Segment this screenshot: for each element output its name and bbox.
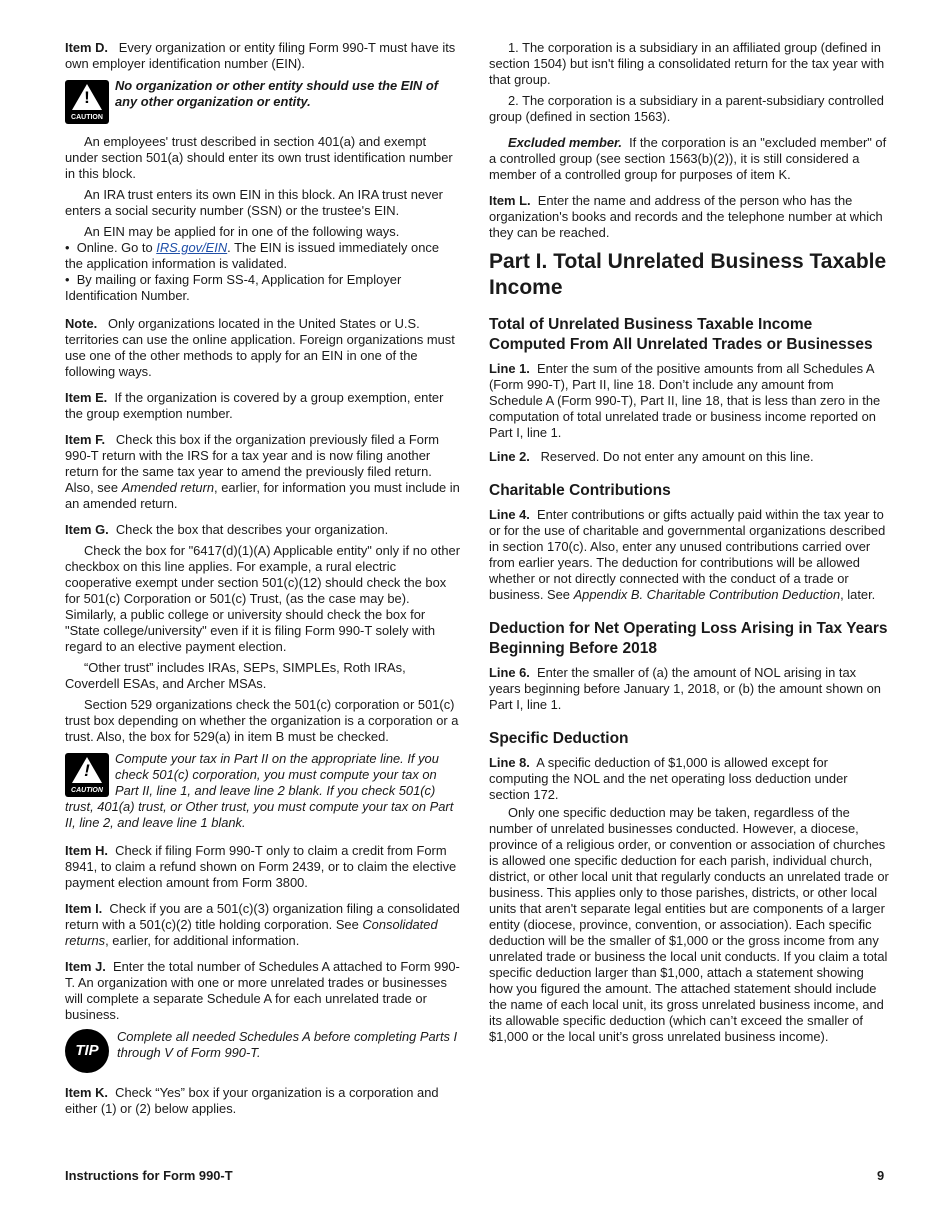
item-j-text: Enter the total number of Schedules A attached to Form 990-T. An organization with one or more unrelated trades or businesses will complete a separate Schedule A for each unrelated trade or business.: [65, 959, 460, 1022]
item-h-text: Check if filing Form 990-T only to claim a credit from Form 8941, to claim a refund shown on Form 2439, or to claim the elective payment election amount from Form 3800.: [65, 843, 457, 890]
bullet-online-post: . The EIN is issued immediately once the application information is validated.: [65, 240, 440, 271]
excluded-member: [489, 135, 889, 183]
item-g-lead: Item G.: [65, 522, 109, 537]
nol-heading: Deduction for Net Operating Loss Arising in Tax Years Beginning Before 2018: [489, 620, 888, 657]
section-529-paragraph: Section 529 organizations check the 501(c) corporation or 501(c) trust box depending on whether the organization is a corporation or a trust. Also, the box for 529(a) in item B must be checked.: [65, 697, 459, 744]
trust-paragraph: An employees' trust described in section 401(a) and exempt under section 501(a) should enter its own trust identification number in this block.: [65, 134, 453, 181]
item-h-lead: Item H.: [65, 843, 108, 858]
line-1-text: Enter the sum of the positive amounts from all Schedules A (Form 990-T), Part II, line 18. Don’t include any amount from Schedule A (Form 990-T), Part II, line 18, that is less than zero in the computation of total unrelated trade or business income reported on Part I, line 1.: [489, 361, 881, 440]
left-column: [65, 40, 460, 1122]
item-i-italic: Consolidated returns: [65, 917, 438, 948]
item-e: [65, 390, 460, 422]
paragraph-6417: Check the box for "6417(d)(1)(A) Applicable entity" only if no other checkbox on this line applies. For example, a rural electric cooperative exempt under section 501(c)(12) should check the box for 501(c) Corporation or 501(c) Trust, (as the case may be). Similarly, a public college or university should check the box for "State college/university" even if it is filing Form 990-T solely with regard to an elective payment election.: [65, 543, 461, 654]
item-i-text-2: , earlier, for additional information.: [105, 933, 300, 948]
item-g: [65, 522, 460, 538]
item-h: [65, 843, 460, 891]
bullet-mail: • By mailing or faxing Form SS-4, Application for Employer Identification Number.: [65, 272, 402, 303]
item-j: [65, 959, 460, 1023]
caution-label: CAUTION: [71, 114, 103, 121]
bullet-online-text: Online. Go to: [76, 240, 157, 255]
line-8-lead: Line 8.: [489, 755, 530, 770]
item-d-text: Every organization or entity filing Form 990-T must have its own employer identification number (EIN).: [65, 40, 456, 71]
item-d: [65, 40, 460, 72]
tip-icon: TIP: [65, 1029, 109, 1073]
line-2-text: Reserved. Do not enter any amount on this line.: [540, 449, 814, 464]
line-2: [489, 449, 889, 465]
bullet-online: • Online. Go to IRS.gov/EIN. The EIN is issued immediately once the application information is validated.: [65, 240, 440, 271]
item-i-text: Check if you are a 501(c)(3) organization filing a consolidated return with a 501(c)(2) title holding corporation. See: [65, 901, 460, 932]
apply-paragraph: An EIN may be applied for in one of the following ways.: [84, 224, 400, 239]
item-k-condition-1: 1. The corporation is a subsidiary in an affiliated group (defined in section 1504) but isn't filing a consolidated return for the tax year with that group.: [489, 40, 885, 87]
item-l-text: Enter the name and address of the person who has the organization's books and records and the telephone number at which they can be reached.: [489, 193, 883, 240]
excluded-text: If the corporation is an "excluded member" of a controlled group (see section 1563(b)(2)), it is still considered a member of a controlled group for purposes of item K.: [489, 135, 887, 182]
item-l-lead: Item L.: [489, 193, 531, 208]
line-1: [489, 361, 889, 441]
item-f: [65, 432, 460, 512]
line-8-text: A specific deduction of $1,000 is allowed except for computing the NOL and the net operating loss deduction under section 172.: [489, 755, 848, 802]
note-paragraph: [65, 316, 460, 380]
item-e-lead: Item E.: [65, 390, 108, 405]
line-8: [489, 755, 889, 803]
item-f-text-2: , earlier, for information you must include in an amended return.: [65, 480, 460, 511]
caution-text-tax: Compute your tax in Part II on the appropriate line. If you check 501(c) corporation, you must compute your tax on Part II, line 1, and leave line 2 blank. If you check 501(c) trust, 401(a) trust, or Other trust, you must compute your tax on Part II, line 2, and leave line 1 blank.: [65, 751, 454, 830]
charitable-heading: Charitable Contributions: [489, 482, 671, 499]
line-6: [489, 665, 889, 713]
line-4: [489, 507, 889, 603]
note-lead: Note.: [65, 316, 98, 331]
other-trust-paragraph: “Other trust” includes IRAs, SEPs, SIMPLEs, Roth IRAs, Coverdell ESAs, and Archer MSAs.: [65, 660, 406, 691]
total-ubti-heading: Total of Unrelated Business Taxable Income Computed From All Unrelated Trades or Businesses: [489, 316, 873, 353]
caution-icon: ! CAUTION: [65, 80, 109, 124]
line-4-post: , later.: [840, 587, 876, 602]
item-i-lead: Item I.: [65, 901, 103, 916]
only-one-paragraph: Only one specific deduction may be taken, regardless of the number of unrelated businesses conducted. However, a diocese, province of a religious order, or convention or association of churches is allowed one specific deduction for each parish, individual church, district, or other local unit that regularly conducts an unrelated trade or business. This applies only to those parishes, districts, or other local units that aren't separate legal entities but are components of a larger entity (diocese, province, convention, or association). Each specific deduction will be the smaller of $1,000 or the gross income from any unrelated trade or business the local unit conducts. If you claim a total specific deduction larger than $1,000, attach a statement showing how you figured the amount. The attached statement should include the name of each local unit, its gross unrelated business income, and its allowable specific deduction (which can’t exceed the smaller of $1,000 or the local unit’s gross unrelated business income).: [489, 805, 889, 1044]
item-k-text: Check “Yes” box if your organization is a corporation and either (1) or (2) below applies.: [65, 1085, 439, 1116]
line-6-text: Enter the smaller of (a) the amount of NOL arising in tax years beginning before January 1, 2018, or (b) the amount shown on Part I, line 1.: [489, 665, 881, 712]
line-4-lead: Line 4.: [489, 507, 530, 522]
caution-text-ein: No organization or other entity should use the EIN of any other organization or entity.: [115, 78, 438, 109]
caution-box-tax: [65, 751, 460, 831]
item-g-text: Check the box that describes your organization.: [115, 522, 389, 537]
page-number: 9: [877, 1168, 885, 1183]
item-f-italic: Amended return: [121, 480, 215, 495]
item-d-lead: Item D.: [65, 40, 108, 55]
line-6-lead: Line 6.: [489, 665, 530, 680]
ira-paragraph: An IRA trust enters its own EIN in this block. An IRA trust never enters a social security number (SSN) or the trustee's EIN.: [65, 187, 443, 218]
line-4-italic: Appendix B. Charitable Contribution Deduction: [573, 587, 841, 602]
note-text: Only organizations located in the United States or U.S. territories can use the online application. Foreign organizations must use one of the other methods to apply for an EIN in one of the following ways.: [65, 316, 455, 379]
caution-box-ein: [65, 78, 460, 124]
item-j-lead: Item J.: [65, 959, 106, 974]
irs-ein-link[interactable]: IRS.gov/EIN: [156, 240, 228, 255]
bullet-mail-text: By mailing or faxing Form SS-4, Application for Employer Identification Number.: [65, 272, 402, 303]
footer-title: Instructions for Form 990-T: [65, 1168, 233, 1183]
item-k: [65, 1085, 460, 1117]
tip-text: Complete all needed Schedules A before completing Parts I through V of Form 990-T.: [117, 1029, 458, 1060]
item-k-lead: Item K.: [65, 1085, 108, 1100]
item-l: [489, 193, 889, 241]
caution-label: CAUTION: [71, 787, 103, 794]
line-1-lead: Line 1.: [489, 361, 530, 376]
part-1-title: Part I. Total Unrelated Business Taxable Income: [489, 250, 887, 299]
item-f-text: Check this box if the organization previously filed a Form 990-T return with the IRS for a tax year and is now filing another return for the same tax year to amend the previously filed return. Also, see: [65, 432, 440, 495]
line-2-lead: Line 2.: [489, 449, 530, 464]
item-i: [65, 901, 460, 949]
line-4-text: Enter contributions or gifts actually paid within the tax year to or for the use of charitable and governmental organizations described in section 170(c). Also, enter any unused contributions carried over from earlier years. The deduction for contributions will be allowed whether or not directly connected with the conduct of a trade or business. See: [489, 507, 886, 602]
right-column: [489, 40, 889, 1050]
item-k-condition-2: 2. The corporation is a subsidiary in a parent-subsidiary controlled group (defined in section 1563).: [489, 93, 884, 124]
item-e-text: If the organization is covered by a group exemption, enter the group exemption number.: [65, 390, 444, 421]
excluded-lead: Excluded member.: [508, 135, 622, 150]
caution-icon: ! CAUTION: [65, 753, 109, 797]
item-f-lead: Item F.: [65, 432, 106, 447]
specific-deduction-heading: Specific Deduction: [489, 730, 629, 747]
tip-box: [65, 1029, 460, 1073]
